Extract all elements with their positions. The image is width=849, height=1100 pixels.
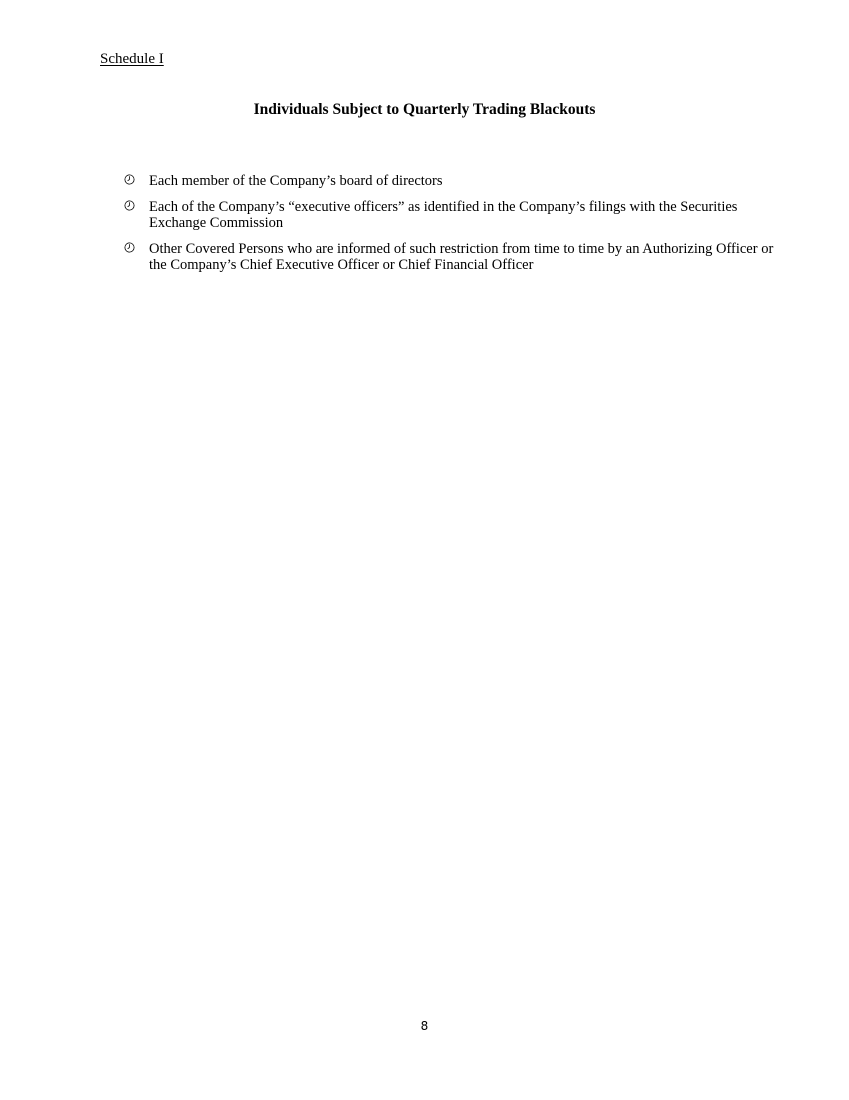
clock-icon [124,242,135,253]
clock-icon [124,200,135,211]
bullet-list [124,173,774,283]
list-item-text: Each member of the Company’s board of directors [149,173,443,189]
list-item [124,173,774,189]
list-item-text: Each of the Company’s “executive officers” as identified in the Company’s filings with the Securities Exchange Commission [149,199,738,231]
page-title: Individuals Subject to Quarterly Trading Blackouts [253,101,596,118]
page-number: 8 [420,1019,429,1033]
list-item [124,199,774,231]
list-item [124,241,774,273]
clock-icon [124,174,135,185]
schedule-label: Schedule I [100,51,164,67]
list-item-text: Other Covered Persons who are informed of such restriction from time to time by an Authorizing Officer or the Company’s Chief Executive Officer or Chief Financial Officer [149,241,774,273]
